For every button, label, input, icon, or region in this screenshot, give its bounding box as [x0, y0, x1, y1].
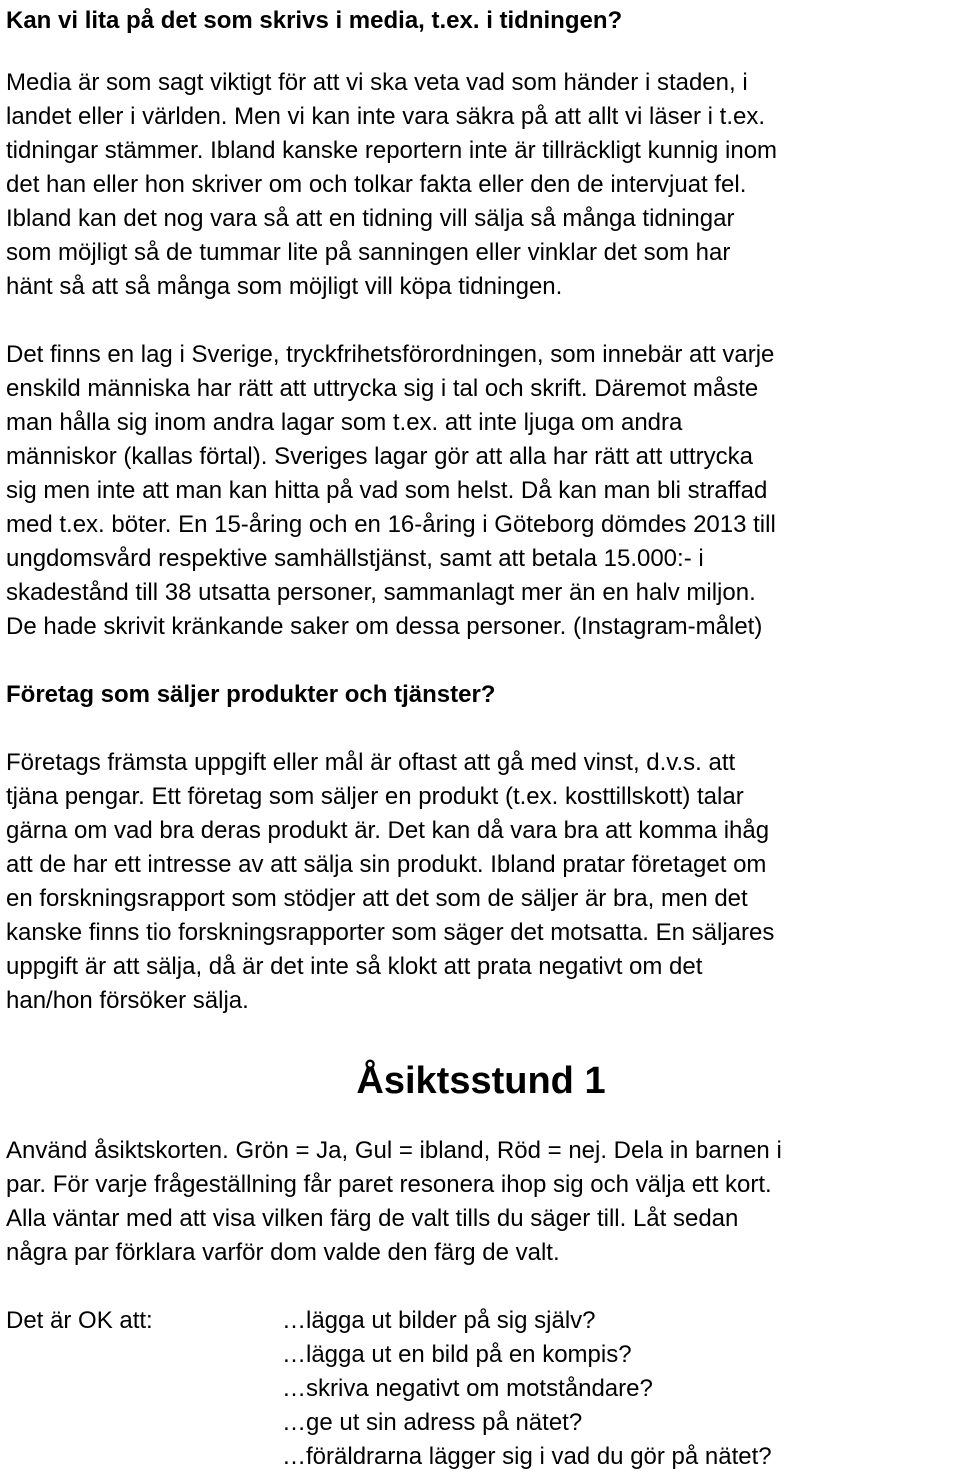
- paragraph-instructions: [6, 1134, 956, 1270]
- text-line: det han eller hon skriver om och tolkar fakta eller den de intervjuat fel.: [6, 171, 747, 198]
- text-line: skadestånd till 38 utsatta personer, sammanlagt mer än en halv miljon.: [6, 579, 756, 606]
- question-list: [282, 1304, 772, 1474]
- text-line: Använd åsiktskorten. Grön = Ja, Gul = ibland, Röd = nej. Dela in barnen i: [6, 1137, 782, 1164]
- text-line: enskild människa har rätt att uttrycka sig i tal och skrift. Däremot måste: [6, 375, 759, 402]
- text-line: gärna om vad bra deras produkt är. Det kan då vara bra att komma ihåg: [6, 817, 770, 844]
- text-line: en forskningsrapport som stödjer att det som de säljer är bra, men det: [6, 885, 748, 912]
- text-line: par. För varje frågeställning får paret resonera ihop sig och välja ett kort.: [6, 1171, 772, 1198]
- text-line: Media är som sagt viktigt för att vi ska veta vad som händer i staden, i: [6, 69, 748, 96]
- paragraph-law: [6, 338, 956, 644]
- ok-label: Det är OK att:: [6, 1307, 153, 1334]
- text-line: Alla väntar med att visa vilken färg de valt tills du säger till. Låt sedan: [6, 1205, 739, 1232]
- question-item: …ge ut sin adress på nätet?: [282, 1409, 583, 1436]
- text-line: uppgift är att sälja, då är det inte så klokt att prata negativt om det: [6, 953, 703, 980]
- text-line: hänt så att så många som möjligt vill köpa tidningen.: [6, 273, 563, 300]
- text-line: med t.ex. böter. En 15-åring och en 16-åring i Göteborg dömdes 2013 till: [6, 511, 776, 538]
- document-page: [6, 0, 956, 1476]
- heading-companies: Företag som säljer produkter och tjänster?: [6, 681, 496, 708]
- text-line: att de har ett intresse av att sälja sin produkt. Ibland pratar företaget om: [6, 851, 767, 878]
- text-line: man hålla sig inom andra lagar som t.ex. att inte ljuga om andra: [6, 409, 683, 436]
- paragraph-companies: [6, 746, 956, 1018]
- question-item: …lägga ut bilder på sig själv?: [282, 1307, 596, 1334]
- question-item: …lägga ut en bild på en kompis?: [282, 1341, 632, 1368]
- text-line: tjäna pengar. Ett företag som säljer en produkt (t.ex. kosttillskott) talar: [6, 783, 744, 810]
- heading-media-trust: Kan vi lita på det som skrivs i media, t.ex. i tidningen?: [6, 7, 623, 34]
- text-line: De hade skrivit kränkande saker om dessa personer. (Instagram-målet): [6, 613, 763, 640]
- text-line: ungdomsvård respektive samhällstjänst, samt att betala 15.000:- i: [6, 545, 704, 572]
- text-line: landet eller i världen. Men vi kan inte vara säkra på att allt vi läser i t.ex.: [6, 103, 766, 130]
- text-line: människor (kallas förtal). Sveriges lagar gör att alla har rätt att uttrycka: [6, 443, 753, 470]
- text-line: som möjligt så de tummar lite på sanningen eller vinklar det som har: [6, 239, 731, 266]
- text-line: han/hon försöker sälja.: [6, 987, 249, 1014]
- ok-questions: [6, 1304, 956, 1476]
- paragraph-media: [6, 66, 956, 304]
- text-line: sig men inte att man kan hitta på vad som helst. Då kan man bli straffad: [6, 477, 768, 504]
- text-line: Det finns en lag i Sverige, tryckfrihetsförordningen, som innebär att varje: [6, 341, 775, 368]
- question-item: …skriva negativt om motståndare?: [282, 1375, 653, 1402]
- text-line: tidningar stämmer. Ibland kanske reportern inte är tillräckligt kunnig inom: [6, 137, 778, 164]
- text-line: kanske finns tio forskningsrapporter som säger det motsatta. En säljares: [6, 919, 775, 946]
- text-line: några par förklara varför dom valde den färg de valt.: [6, 1239, 560, 1266]
- section-title: Åsiktsstund 1: [356, 1060, 606, 1102]
- question-item: …föräldrarna lägger sig i vad du gör på nätet?: [282, 1443, 772, 1470]
- text-line: Ibland kan det nog vara så att en tidning vill sälja så många tidningar: [6, 205, 735, 232]
- text-line: Företags främsta uppgift eller mål är oftast att gå med vinst, d.v.s. att: [6, 749, 736, 776]
